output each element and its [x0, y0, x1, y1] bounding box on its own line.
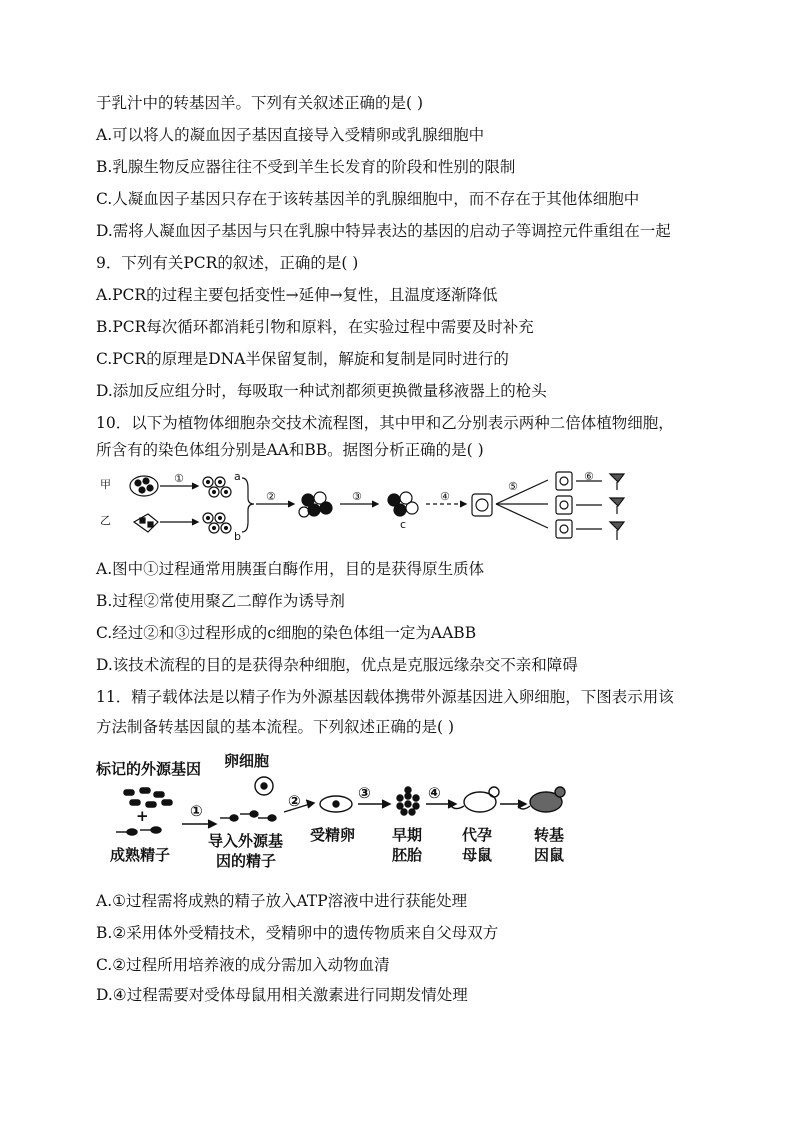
option-c-q11: C.②过程所用培养液的成分需加入动物血清: [96, 956, 390, 974]
step-1: ①: [174, 472, 184, 485]
label-egg: 卵细胞: [224, 752, 270, 770]
cell-cluster-jia: [130, 476, 158, 496]
test-tubes: [556, 472, 572, 538]
option-b-q11: B.②采用体外受精技术，受精卵中的遗传物质来自父母双方: [96, 924, 499, 942]
label-c: c: [400, 518, 407, 531]
exogenous-gene-icon: [124, 788, 172, 807]
callus: [472, 494, 492, 516]
step-1-label: ①: [190, 802, 203, 820]
fusing-cells: [299, 492, 332, 517]
option-b-q8: B.乳腺生物反应器往往不受到羊生长发育的阶段和性别的限制: [96, 158, 516, 176]
option-d-q8: D.需将人凝血因子基因与只在乳腺中特异表达的基因的启动子等调控元件重组在一起: [96, 222, 671, 240]
protoplast-a: [203, 477, 231, 497]
step-2: ②: [266, 490, 276, 503]
label-mother-2: 母鼠: [462, 846, 493, 864]
option-b-q9: B.PCR每次循环都消耗引物和原料，在实验过程中需要及时补充: [96, 318, 534, 336]
label-sperm: 成熟精子: [110, 846, 171, 864]
option-a-q9: A.PCR的过程主要包括变性→延伸→复性，且温度逐渐降低: [96, 286, 498, 304]
label-mouse-2: 因鼠: [534, 846, 565, 864]
option-a-q8: A.可以将人的凝血因子基因直接导入受精卵或乳腺细胞中: [96, 126, 485, 144]
option-d-q9: D.添加反应组分时，每吸取一种试剂都须更换微量移液器上的枪头: [96, 382, 547, 400]
option-d-q11: D.④过程需要对受体母鼠用相关激素进行同期发情处理: [96, 986, 468, 1004]
sperm-icon: [116, 827, 161, 835]
option-a-q10: A.图中①过程通常用胰蛋白酶作用，目的是获得原生质体: [96, 560, 485, 578]
label-b: b: [234, 530, 241, 543]
zygote-icon: [320, 796, 352, 812]
label-mother-1: 代孕: [462, 826, 493, 844]
step-4-label: ④: [428, 784, 441, 802]
question-11: 11．精子载体法是以精子作为外源基因载体携带外源基因进入卵细胞，下图表示用该: [96, 688, 674, 706]
text-line: 于乳汁中的转基因羊。下列有关叙述正确的是( ): [96, 94, 424, 112]
question-10: 10．以下为植物体细胞杂交技术流程图，其中甲和乙分别表示两种二倍体植物细胞，: [96, 414, 674, 432]
label-mouse-1: 转基: [534, 826, 565, 844]
step-3-label: ③: [358, 784, 371, 802]
step-2-label: ②: [288, 792, 301, 810]
early-embryo-icon: [397, 787, 419, 815]
question-11-cont: 方法制备转基因鼠的基本流程。下列叙述正确的是( ): [96, 718, 455, 736]
label-embryo-1: 早期: [392, 826, 423, 844]
option-c-q10: C.经过②和③过程形成的c细胞的染色体组一定为AABB: [96, 624, 477, 642]
egg-cell-icon: [255, 777, 273, 795]
step-3: ③: [352, 490, 362, 503]
plant-hybridization-figure: [96, 470, 656, 550]
step-5: ⑤: [508, 480, 518, 493]
step-6: ⑥: [584, 470, 594, 483]
label-exogenous-gene: 标记的外源基因: [96, 760, 202, 778]
option-c-q9: C.PCR的原理是DNA半保留复制，解旋和复制是同时进行的: [96, 350, 509, 368]
label-embryo-2: 胚胎: [392, 846, 423, 864]
question-10-cont: 所含有的染色体组分别是AA和BB。据图分析正确的是( ): [96, 441, 484, 459]
label-jia: 甲: [100, 478, 111, 491]
option-c-q8: C.人凝血因子基因只存在于该转基因羊的乳腺细胞中，而不存在于其他体细胞中: [96, 190, 640, 208]
transgenic-mouse-icon: [518, 787, 565, 812]
transgenic-mouse-figure: [96, 752, 576, 880]
option-a-q11: A.①过程需将成熟的精子放入ATP溶液中进行获能处理: [96, 892, 468, 910]
label-yi: 乙: [100, 514, 111, 527]
label-zygote: 受精卵: [310, 826, 356, 844]
surrogate-mouse-icon: [450, 787, 499, 812]
question-9: 9．下列有关PCR的叙述，正确的是( ): [96, 254, 359, 272]
gene-sperm-icon: [220, 811, 276, 821]
option-d-q10: D.该技术流程的目的是获得杂种细胞，优点是克服远缘杂交不亲和障碍: [96, 656, 578, 674]
plants: [610, 474, 624, 540]
label-gene-sperm-2: 因的精子: [216, 852, 277, 870]
step-4: ④: [440, 490, 450, 503]
label-gene-sperm-1: 导入外源基: [208, 832, 284, 850]
cell-cluster-yi: [134, 514, 158, 532]
option-b-q10: B.过程②常使用聚乙二醇作为诱导剂: [96, 592, 345, 610]
hybrid-cell-c: [388, 492, 418, 516]
protoplast-b: [203, 513, 231, 533]
label-a: a: [234, 470, 241, 483]
label-plus: +: [136, 807, 149, 825]
